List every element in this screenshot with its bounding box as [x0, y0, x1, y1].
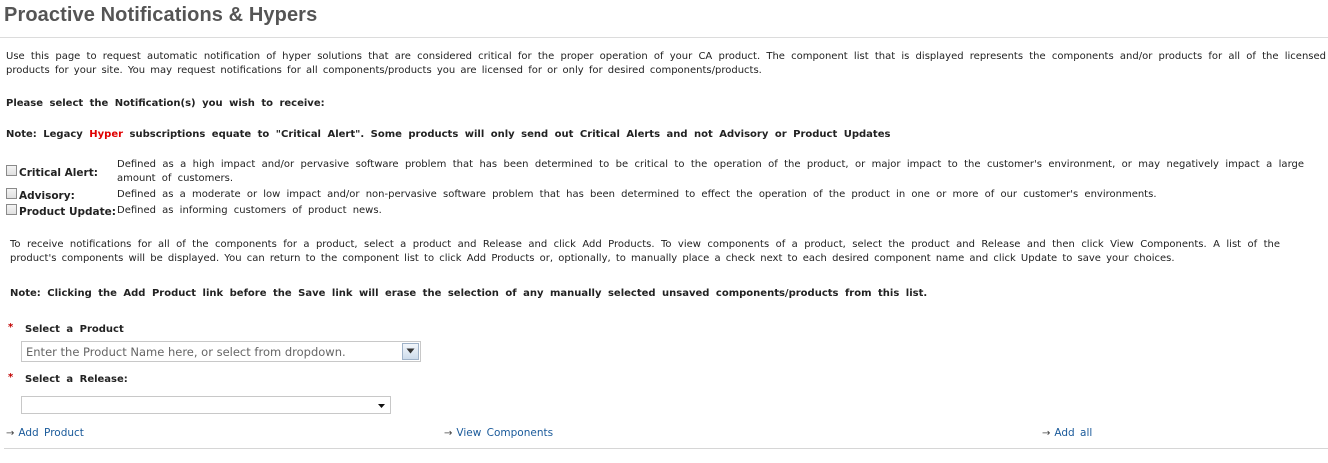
advisory-checkbox[interactable]	[6, 188, 17, 199]
product-update-checkbox[interactable]	[6, 204, 17, 215]
page-title: Proactive Notifications & Hypers	[4, 4, 318, 26]
add-product-link[interactable]	[6, 427, 84, 439]
view-components-link[interactable]	[444, 427, 553, 439]
caret-down-icon	[378, 404, 385, 408]
view-components-text: View Components	[456, 427, 554, 439]
release-select[interactable]	[21, 396, 391, 414]
intro-text: Use this page to request automatic notification of hyper solutions that are considered critical for the proper operation of your CA product. The component list that is displayed represents the components and/or products for all of the licensed products for your site. You may request notifications for all components/products you are licensed for or only for desired components/products.	[6, 51, 1326, 76]
release-required-marker: *	[8, 372, 14, 383]
product-label: Select a Product	[25, 324, 124, 335]
legacy-note-suffix: subscriptions equate to "Critical Alert". Some products will only send out Critical Alerts and not Advisory or Product Updates	[123, 129, 891, 140]
select-prompt: Please select the Notification(s) you wish to receive:	[6, 98, 325, 109]
bottom-divider	[4, 448, 1328, 449]
arrow-right-icon: →	[444, 428, 453, 439]
add-product-text: Add Product	[18, 427, 84, 439]
arrow-right-icon: →	[6, 428, 15, 439]
legacy-note	[6, 128, 1326, 142]
product-input[interactable]	[22, 342, 400, 361]
product-update-label: Product Update:	[19, 206, 116, 218]
critical-alert-description: Defined as a high impact and/or pervasive software problem that has been determined to be critical to the operation of the product, or major impact to the customer's environment, or may negatively impact a large amount of customers.	[117, 159, 1304, 184]
advisory-description: Defined as a moderate or low impact and/or non-pervasive software problem that has been determined to effect the operation of the product in one or more of our customer's environments.	[117, 189, 1157, 200]
advisory-label: Advisory:	[19, 190, 75, 202]
critical-alert-checkbox[interactable]	[6, 165, 17, 176]
add-all-text: Add all	[1054, 427, 1093, 439]
product-dropdown-button[interactable]	[402, 343, 419, 360]
product-combobox[interactable]	[21, 341, 421, 362]
critical-alert-label: Critical Alert:	[19, 167, 98, 179]
product-update-description: Defined as informing customers of product news.	[117, 205, 382, 216]
warning-note: Note: Clicking the Add Product link before the Save link will erase the selection of any manually selected unsaved components/products from this list.	[10, 288, 928, 299]
add-all-link[interactable]	[1042, 427, 1092, 439]
title-divider	[0, 37, 1328, 38]
chevron-down-icon	[406, 348, 415, 355]
instructions-text: To receive notifications for all of the components for a product, select a product and Release and click Add Products. To view components of a product, select the product and Release and then click View Components. A list of the product's components will be displayed. You can return to the component list to click Add Products or, optionally, to manually place a check next to each desired component name and click Update to save your choices.	[10, 239, 1280, 264]
product-required-marker: *	[8, 322, 14, 333]
release-label: Select a Release:	[25, 374, 128, 385]
arrow-right-icon: →	[1042, 428, 1051, 439]
legacy-note-hyper: Hyper	[89, 129, 124, 140]
legacy-note-prefix: Note: Legacy	[6, 129, 90, 140]
